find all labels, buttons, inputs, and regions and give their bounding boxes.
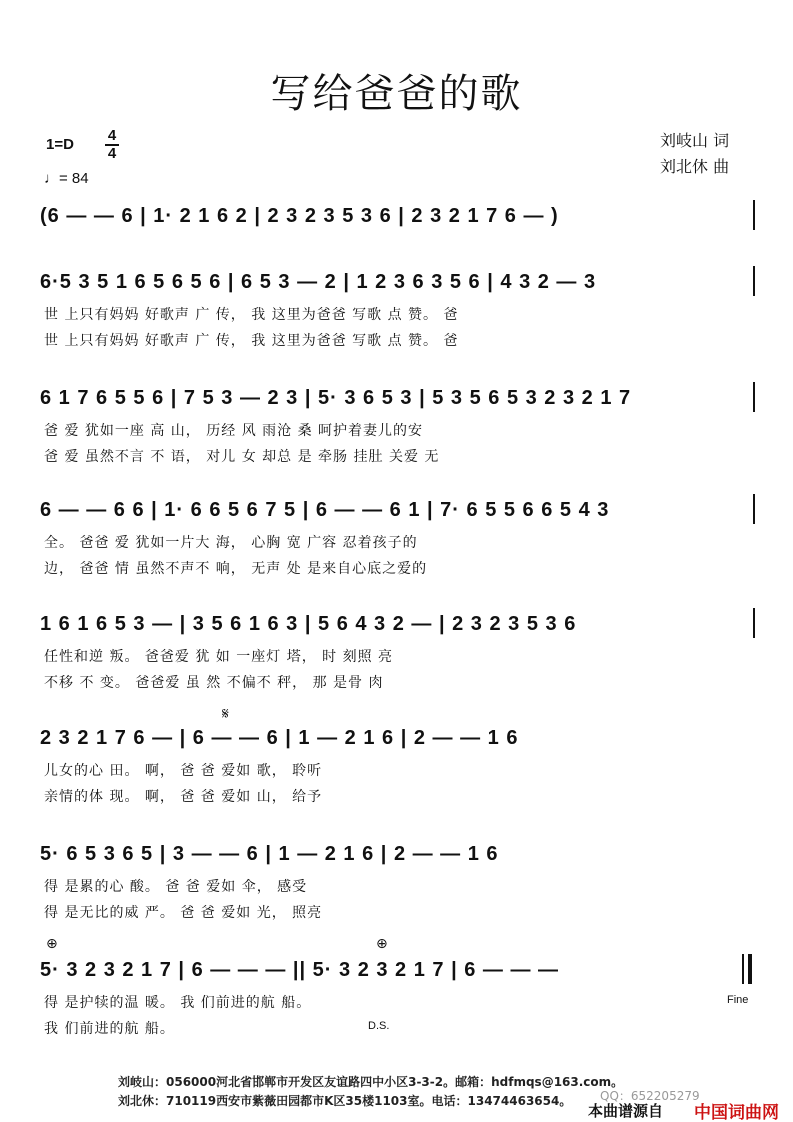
lyric-verse-2: 边， 爸爸 情 虽然不声不 响， 无声 处 是来自心底之爱的 [44,561,428,577]
notes-line: 2 3 2 1 7 6 — | 6 — — 6 | 1 — 2 1 6 | 2 — — 1 6 [40,727,519,749]
lyric-verse-2: 爸 爱 虽然不言 不 语， 对儿 女 却总 是 牵肠 挂肚 关爱 无 [44,449,440,465]
staff-system-5 [40,718,760,758]
staff-system-intro [40,196,760,236]
lyric-verse-1: 任性和逆 叛。 爸爸爱 犹 如 一座灯 塔， 时 刻照 亮 [44,649,394,665]
tempo-marking: ♩= 84 [44,170,89,187]
notes-line: 6·5 3 5 1 6 5 6 5 6 | 6 5 3 — 2 | 1 2 3 6 3 5 6 | 4 3 2 — 3 [40,271,597,293]
ds-marking: D.S. [368,1020,390,1032]
lyric-verse-1: 世 上只有妈妈 好歌声 广 传， 我 这里为爸爸 写歌 点 赞。 爸 [44,307,459,323]
lyric-verse-2: 亲情的体 现。 啊， 爸 爸 爱如 山， 给予 [44,789,323,805]
coda-sign: ⊕ [376,936,388,952]
final-barline-thin [742,954,744,984]
barline [753,266,755,296]
lyric-verse-1: 爸 爱 犹如一座 高 山， 历经 风 雨沧 桑 呵护着妻儿的安 [44,423,424,439]
staff-system-3 [40,490,760,530]
staff-system-6 [40,834,760,874]
notes-line: 5· 6 5 3 6 5 | 3 — — 6 | 1 — 2 1 6 | 2 — — 1 6 [40,843,499,865]
coda-sign: ⊕ [46,936,58,952]
site-brand-link[interactable]: 中国词曲网 [694,1103,779,1122]
lyric-verse-1: 全。 爸爸 爱 犹如一片大 海， 心胸 宽 广容 忍着孩子的 [44,535,418,551]
notes-line: 1 6 1 6 5 3 — | 3 5 6 1 6 3 | 5 6 4 3 2 — | 2 3 2 3 5 3 6 [40,613,577,635]
footer-contact-lyricist: 刘岐山：056000河北省邯郸市开发区友谊路四中小区3-3-2。邮箱：hdfmqs@163.com。 [118,1075,624,1089]
lyric-verse-2: 世 上只有妈妈 好歌声 广 传， 我 这里为爸爸 写歌 点 赞。 爸 [44,333,459,349]
source-label: 本曲谱源自 [588,1102,664,1120]
key-signature: 1=D [46,136,74,153]
page-title: 写给爸爸的歌 [270,71,523,117]
notes-line: 6 1 7 6 5 5 6 | 7 5 3 — 2 3 | 5· 3 6 5 3 | 5 3 5 6 5 3 2 3 2 1 7 [40,387,632,409]
time-signature-denominator: 4 [107,145,117,162]
fine-marking: Fine [727,994,749,1006]
notes-line: 5· 3 2 3 2 1 7 | 6 — — — || 5· 3 2 3 2 1 7 | 6 — — — [40,959,560,981]
lyric-verse-2: 我 们前进的航 船。 [44,1021,175,1037]
barline [753,494,755,524]
final-barline-thick [748,954,752,984]
staff-system-2 [40,378,760,418]
notes-line: (6 — — 6 | 1· 2 1 6 2 | 2 3 2 3 5 3 6 | 2 3 2 1 7 6 — ) [40,205,559,227]
lyric-verse-1: 得 是护犊的温 暖。 我 们前进的航 船。 [44,995,312,1011]
barline [753,382,755,412]
notes-line: 6 — — 6 6 | 1· 6 6 5 6 7 5 | 6 — — 6 1 | 7· 6 5 5 6 6 5 4 3 [40,499,610,521]
barline [753,200,755,230]
lyric-verse-2: 不移 不 变。 爸爸爱 虽 然 不偏不 秤， 那 是骨 肉 [44,675,384,691]
lyric-verse-2: 得 是无比的威 严。 爸 爸 爱如 光， 照亮 [44,905,323,921]
footer-contact-composer: 刘北休：710119西安市紫薇田园都市K区35楼1103室。电话：13474463654。 [118,1094,572,1108]
staff-system-1 [40,262,760,302]
composer-credit: 刘北休 曲 [660,157,730,176]
time-signature-numerator: 4 [107,127,117,144]
lyric-verse-1: 得 是累的心 酸。 爸 爸 爱如 伞， 感受 [44,879,308,895]
lyricist-credit: 刘岐山 词 [660,131,730,150]
lyric-verse-1: 儿女的心 田。 啊， 爸 爸 爱如 歌， 聆听 [44,763,323,779]
barline [753,608,755,638]
staff-system-4 [40,604,760,644]
footer-qq: QQ：652205279 [600,1089,700,1103]
segno-sign: 𝄋 [222,704,229,723]
staff-system-7 [40,950,760,990]
